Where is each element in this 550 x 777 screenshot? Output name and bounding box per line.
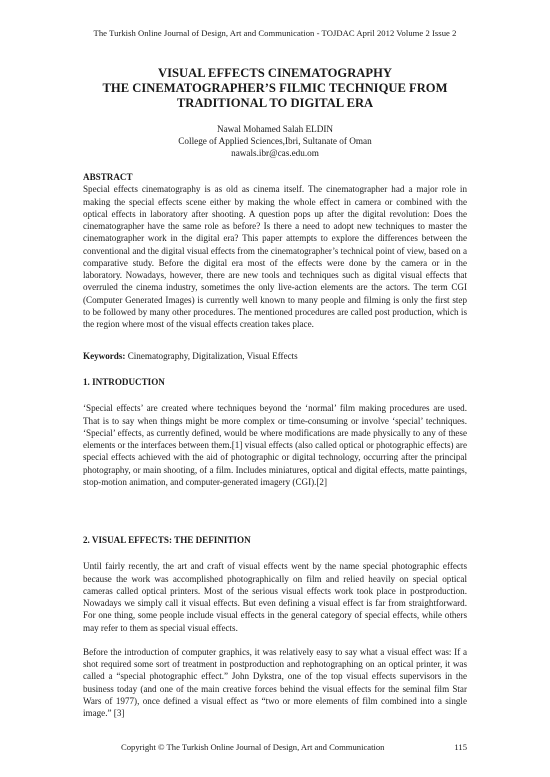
definition-paragraph-1: Until fairly recently, the art and craft of visual effects went by the name special photographic effects because the work was accomplished photographically on film and relied heavily on special optical cameras called optical printers. Most of the serious visual effects work took place in postproduction. Nowadays we simply call it visual effects. But even defining a visual effect is far from straightforward. For one thing, some people include visual effects in the general category of special effects, while others may refer to them as special visual effects. <box>83 561 467 633</box>
keywords-text: Cinematography, Digitalization, Visual Effects <box>127 351 298 361</box>
definition-paragraph-2: Before the introduction of computer graphics, it was relatively easy to say what a visual effect was: If a shot required some sort of treatment in postproduction and rephotographing on an optical printer, it was called a “special photographic effect.” John Dykstra, one of the top visual effects supervisors in the business today (and one of the main creative forces behind the visual effects for the seminal film Star Wars of 1977), once defined a visual effect as “two or more elements of film combined into a single image.” [3] <box>83 646 467 718</box>
page-number: 115 <box>454 742 467 752</box>
introduction-text: ‘Special effects’ are created where techniques beyond the ‘normal’ film making procedures are used. That is to say when things might be more complex or time-consuming or involve ‘special’ techniques. ‘Special’ effects, as currently defined, would be where modifications are made physically to any of these elements or the interfaces between them.[1] visual effects (also called optical or photographic effects) are special effects achieved with the aid of photographic or digital technology, occurring after the principal photography, or main shooting, of a film. Includes miniatures, optical and digital effects, matte paintings, stop-motion animation, and computer-generated imagery (CGI).[2] <box>83 403 467 487</box>
author-affiliation: College of Applied Sciences,Ibri, Sultanate of Oman <box>178 136 372 146</box>
running-header: The Turkish Online Journal of Design, Art and Communication - TOJDAC April 2012 Volume 2 Issue 2 <box>93 28 457 38</box>
title-line-3: TRADITIONAL TO DIGITAL ERA <box>176 96 374 110</box>
paper-title <box>60 66 490 111</box>
author-name: Nawal Mohamed Salah ELDIN <box>216 124 334 134</box>
abstract-section <box>83 171 467 330</box>
title-line-2: THE CINEMATOGRAPHER’S FILMIC TECHNIQUE FROM <box>102 81 448 95</box>
keywords-line <box>83 350 467 362</box>
author-block <box>60 123 490 159</box>
abstract-heading: ABSTRACT <box>83 172 133 182</box>
definition-section <box>83 534 467 719</box>
definition-heading: 2. VISUAL EFFECTS: THE DEFINITION <box>83 535 251 545</box>
introduction-section <box>83 376 467 488</box>
footer-copyright: Copyright © The Turkish Online Journal of Design, Art and Communication <box>121 742 385 752</box>
keywords-label: Keywords: <box>83 351 126 361</box>
introduction-heading: 1. INTRODUCTION <box>83 377 165 387</box>
abstract-text: Special effects cinematography is as old as cinema itself. The cinematographer had a major role in making the special effects scene either by making the whole effect in camera or combined with the optical effects in laboratory after shooting. A question pops up after the digital revolution: Does the cinematographer have the same role as before? Is there a need to adopt new techniques to master the cinematographer work in the digital era? This paper attempts to explore the differences between the conventional and the digital visual effects from the cinematographer’s technical point of view, based on a comparative study. Before the digital era most of the effects were done by the camera or in the laboratory. Nowadays, however, there are new tools and techniques such as digital visual effects that overruled the cinema industry, sometimes the only live-action elements are the actors. The term CGI (Computer Generated Images) is currently well known to many people and filming is only the first step to be followed by many other procedures. The mentioned procedures are called post production, which is the region where most of the visual effects creation takes place. <box>83 184 467 329</box>
author-email: nawals.ibr@cas.edu.om <box>231 148 319 158</box>
title-line-1: VISUAL EFFECTS CINEMATOGRAPHY <box>158 66 392 80</box>
